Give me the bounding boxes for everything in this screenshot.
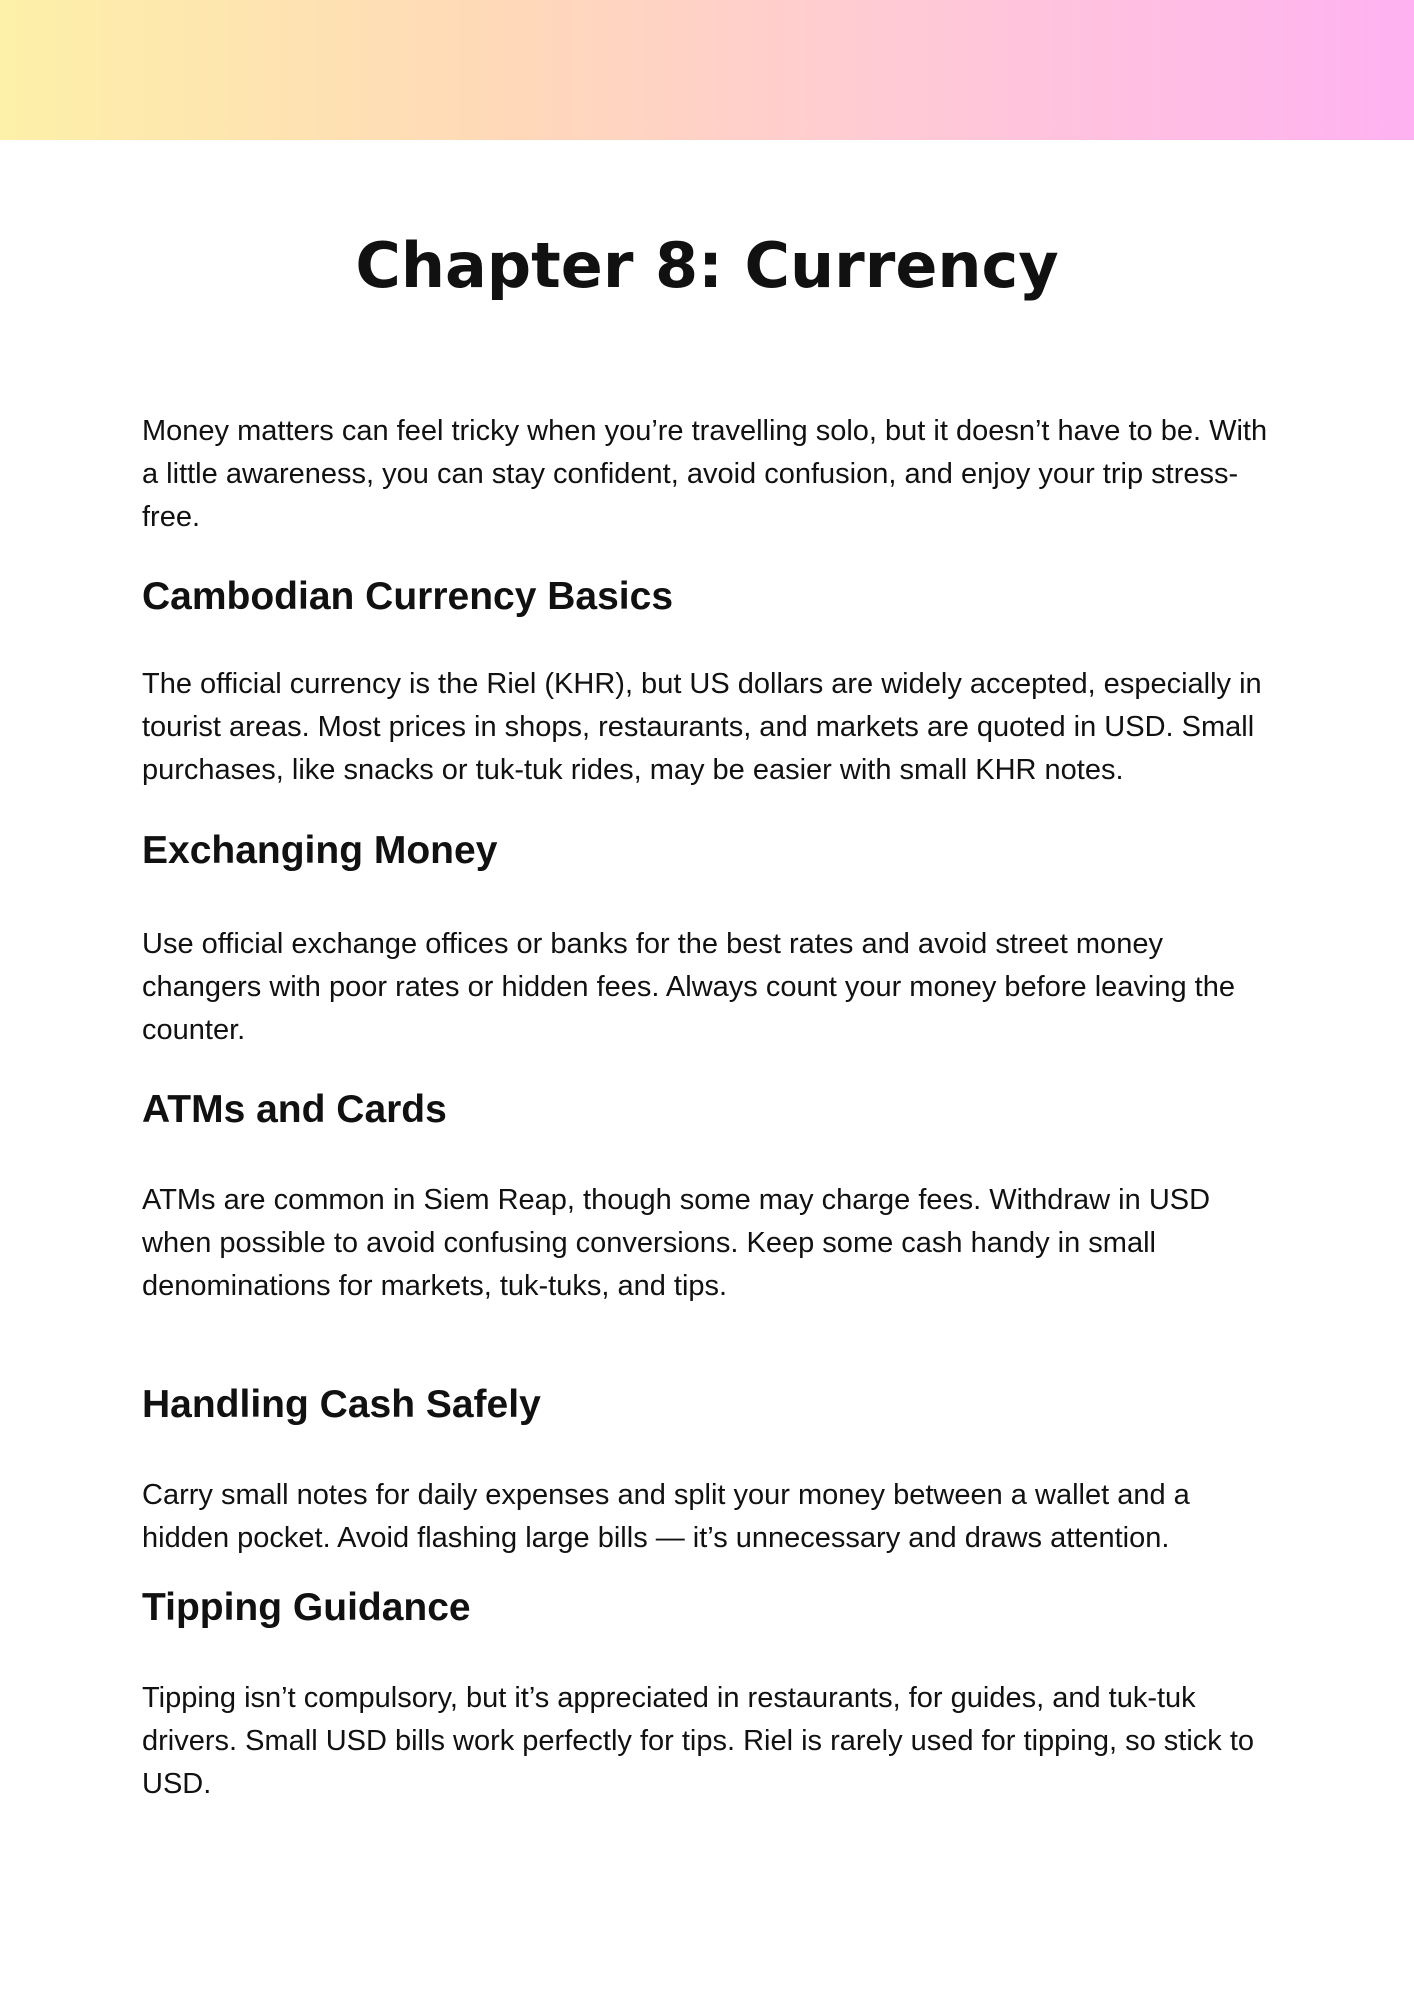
section-heading: Exchanging Money <box>142 829 498 872</box>
section-paragraph: The official currency is the Riel (KHR), but US dollars are widely accepted, especially in tourist areas. Most prices in shops, restaurants, and markets are quoted in USD. Small purchases, like snacks or tuk-tuk rides, may be easier with small KHR notes. <box>142 668 1262 786</box>
section-heading: Cambodian Currency Basics <box>142 575 674 618</box>
section-paragraph: Use official exchange offices or banks for the best rates and avoid street money changers with poor rates or hidden fees. Always count your money before leaving the counter. <box>142 928 1235 1046</box>
section-body-atms-cards <box>142 1179 1282 1308</box>
section-heading-exchanging-money <box>142 826 1282 876</box>
section-heading: ATMs and Cards <box>142 1088 447 1131</box>
intro-block <box>142 410 1282 539</box>
section-body-cash-safety <box>142 1474 1282 1560</box>
section-body-currency-basics <box>142 663 1282 792</box>
section-body-exchanging-money <box>142 923 1282 1052</box>
section-body-tipping <box>142 1677 1282 1806</box>
section-paragraph: Tipping isn’t compulsory, but it’s appreciated in restaurants, for guides, and tuk-tuk drivers. Small USD bills work perfectly for tips. Riel is rarely used for tipping, so stick to USD. <box>142 1682 1255 1800</box>
page-title: Chapter 8: Currency <box>355 229 1059 302</box>
intro-paragraph: Money matters can feel tricky when you’re travelling solo, but it doesn’t have to be. With a little awareness, you can stay confident, avoid confusion, and enjoy your trip stress-free. <box>142 415 1268 533</box>
section-paragraph: Carry small notes for daily expenses and split your money between a wallet and a hidden pocket. Avoid flashing large bills — it’s unnecessary and draws attention. <box>142 1479 1190 1554</box>
section-heading-tipping <box>142 1583 1282 1633</box>
header-gradient-band <box>0 0 1414 140</box>
section-heading-atms-cards <box>142 1085 1282 1135</box>
section-heading-currency-basics <box>142 572 1282 622</box>
section-heading: Handling Cash Safely <box>142 1383 541 1426</box>
section-heading: Tipping Guidance <box>142 1586 471 1629</box>
section-heading-cash-safety <box>142 1380 1282 1430</box>
section-paragraph: ATMs are common in Siem Reap, though some may charge fees. Withdraw in USD when possible to avoid confusing conversions. Keep some cash handy in small denominations for markets, tuk-tuks, and tips. <box>142 1184 1211 1302</box>
